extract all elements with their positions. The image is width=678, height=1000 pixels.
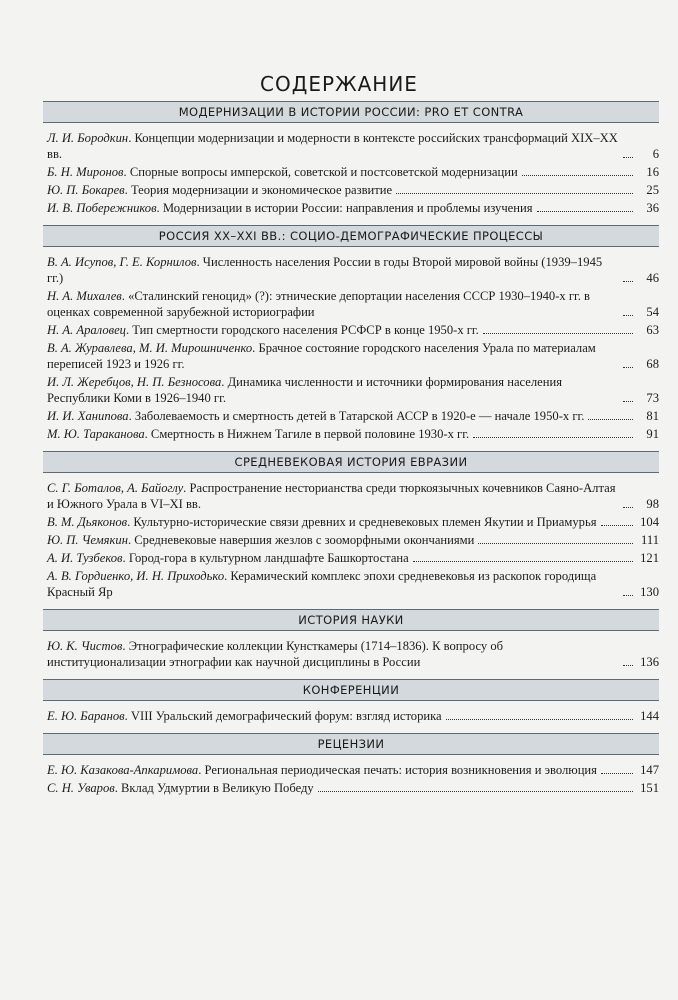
entry-title: . VIII Уральский демографический форум: взгляд историка xyxy=(124,709,442,723)
dot-leader xyxy=(478,543,633,544)
dot-leader xyxy=(623,665,633,666)
toc-entry[interactable] xyxy=(43,130,659,162)
dot-leader xyxy=(601,525,634,526)
entry-author: В. М. Дьяконов xyxy=(47,515,128,529)
entry-title: . Динамика численности и источники формирования населения Республики Коми в 1926–1940 гг. xyxy=(47,375,563,405)
entry-page-number: 54 xyxy=(646,305,659,319)
entry-page-number: 68 xyxy=(646,357,659,371)
entry-page-number: 91 xyxy=(646,427,659,441)
section-header: РОССИЯ XX–XXI ВВ.: СОЦИО-ДЕМОГРАФИЧЕСКИЕ ПРОЦЕССЫ xyxy=(43,225,659,247)
dot-leader xyxy=(623,315,633,316)
entry-author: Е. Ю. Казакова-Апкаримова xyxy=(47,763,199,777)
toc-entry[interactable] xyxy=(43,164,659,180)
dot-leader xyxy=(537,211,633,212)
section-header: РЕЦЕНЗИИ xyxy=(43,733,659,755)
entry-author: И. И. Ханипова xyxy=(47,409,129,423)
entry-title: . Спорные вопросы имперской, советской и постсоветской модернизации xyxy=(123,165,518,179)
dot-leader xyxy=(446,719,633,720)
entry-text xyxy=(47,340,619,372)
entry-page-number: 46 xyxy=(646,271,659,285)
entry-title: . Брачное состояние городского населения Урала по материалам переписей 1923 и 1926 гг. xyxy=(47,341,596,371)
toc-entry[interactable] xyxy=(43,532,659,548)
entry-title: . Культурно-исторические связи древних и средневековых племен Якутии и Приамурья xyxy=(127,515,597,529)
entry-text xyxy=(47,762,597,778)
entry-text xyxy=(47,638,619,670)
entry-text xyxy=(47,426,469,442)
entry-author: Н. А. Михалев xyxy=(47,289,122,303)
entry-page-number: 6 xyxy=(652,147,659,161)
toc-entry[interactable] xyxy=(43,480,659,512)
entry-text xyxy=(47,130,619,162)
entry-text xyxy=(47,322,479,338)
entry-page-number: 73 xyxy=(646,391,659,405)
section-entries xyxy=(43,123,659,225)
toc-entry[interactable] xyxy=(43,568,659,600)
toc-entry[interactable] xyxy=(43,408,659,424)
entry-page-number: 81 xyxy=(646,409,659,423)
entry-page-number: 111 xyxy=(641,533,659,547)
entry-author: Ю. П. Чемякин xyxy=(47,533,128,547)
entry-title: . Концепции модернизации и модерности в контексте российских трансформаций XIX–XX вв. xyxy=(47,131,618,161)
entry-title: . Керамический комплекс эпохи средневековья из раскопок городища Красный Яр xyxy=(47,569,597,599)
entry-text xyxy=(47,374,619,406)
entry-page-number: 63 xyxy=(646,323,659,337)
entry-page-number: 98 xyxy=(646,497,659,511)
entry-text xyxy=(47,550,409,566)
entry-page-number: 36 xyxy=(646,201,659,215)
entry-title: . Вклад Удмуртии в Великую Победу xyxy=(114,781,314,795)
toc-entry[interactable] xyxy=(43,322,659,338)
entry-title: . Региональная периодическая печать: история возникновения и эволюция xyxy=(198,763,597,777)
entry-title: . Модернизации в истории России: направления и проблемы изучения xyxy=(156,201,533,215)
entry-author: В. А. Исупов, Г. Е. Корнилов xyxy=(47,255,197,269)
toc-entry[interactable] xyxy=(43,426,659,442)
entry-text xyxy=(47,780,314,796)
entry-page-number: 144 xyxy=(640,709,659,723)
toc-entry[interactable] xyxy=(43,780,659,796)
entry-text xyxy=(47,200,533,216)
entry-author: М. Ю. Тараканова xyxy=(47,427,145,441)
dot-leader xyxy=(623,507,633,508)
toc-entry[interactable] xyxy=(43,374,659,406)
table-of-contents xyxy=(43,101,659,805)
entry-title: . Тип смертности городского населения РСФСР в конце 1950-х гг. xyxy=(125,323,479,337)
dot-leader xyxy=(522,175,633,176)
toc-entry[interactable] xyxy=(43,762,659,778)
entry-title: . Заболеваемость и смертность детей в Татарской АССР в 1920-е — начале 1950-х гг. xyxy=(128,409,585,423)
section-entries xyxy=(43,755,659,805)
toc-entry[interactable] xyxy=(43,340,659,372)
entry-author: И. В. Побережников xyxy=(47,201,157,215)
entry-page-number: 151 xyxy=(640,781,659,795)
entry-page-number: 136 xyxy=(640,655,659,669)
toc-entry[interactable] xyxy=(43,708,659,724)
entry-text xyxy=(47,532,474,548)
entry-author: С. Н. Уваров xyxy=(47,781,115,795)
toc-entry[interactable] xyxy=(43,514,659,530)
section-entries xyxy=(43,247,659,451)
dot-leader xyxy=(413,561,633,562)
section-header: КОНФЕРЕНЦИИ xyxy=(43,679,659,701)
entry-text xyxy=(47,708,442,724)
entry-text xyxy=(47,164,518,180)
dot-leader xyxy=(396,193,633,194)
entry-author: Б. Н. Миронов xyxy=(47,165,124,179)
dot-leader xyxy=(623,281,633,282)
dot-leader xyxy=(601,773,633,774)
entry-title: . Численность населения России в годы Второй мировой войны (1939–1945 гг.) xyxy=(47,255,603,285)
dot-leader xyxy=(623,157,633,158)
toc-entry[interactable] xyxy=(43,638,659,670)
dot-leader xyxy=(588,419,633,420)
toc-title: СОДЕРЖАНИЕ xyxy=(260,72,418,96)
toc-entry[interactable] xyxy=(43,550,659,566)
entry-author: Ю. К. Чистов xyxy=(47,639,123,653)
section-entries xyxy=(43,701,659,733)
entry-author: Е. Ю. Баранов xyxy=(47,709,125,723)
entry-text xyxy=(47,182,392,198)
toc-entry[interactable] xyxy=(43,182,659,198)
entry-author: А. И. Тузбеков xyxy=(47,551,123,565)
entry-title: . Смертность в Нижнем Тагиле в первой половине 1930-х гг. xyxy=(144,427,470,441)
dot-leader xyxy=(623,595,633,596)
entry-author: С. Г. Боталов, А. Байоглу xyxy=(47,481,184,495)
entry-page-number: 16 xyxy=(646,165,659,179)
section-entries xyxy=(43,631,659,679)
entry-title: . «Сталинский геноцид» (?): этнические депортации населения СССР 1930–1940-х гг. в оценках современной зарубежной историографии xyxy=(47,289,590,319)
entry-author: Ю. П. Бокарев xyxy=(47,183,125,197)
dot-leader xyxy=(473,437,633,438)
entry-author: Н. А. Араловец xyxy=(47,323,126,337)
entry-text xyxy=(47,514,597,530)
entry-text xyxy=(47,568,619,600)
entry-page-number: 25 xyxy=(646,183,659,197)
entry-author: И. Л. Жеребцов, Н. П. Безносова xyxy=(47,375,222,389)
entry-page-number: 130 xyxy=(640,585,659,599)
dot-leader xyxy=(483,333,633,334)
entry-title: . Средневековые навершия жезлов с зооморфными окончаниями xyxy=(127,533,475,547)
entry-title: . Этнографические коллекции Кунсткамеры (1714–1836). К вопросу об институционализации этнографии как научной дисциплины в России xyxy=(47,639,504,669)
entry-text xyxy=(47,254,619,286)
toc-entry[interactable] xyxy=(43,288,659,320)
section-header: МОДЕРНИЗАЦИИ В ИСТОРИИ РОССИИ: PRO ET CONTRA xyxy=(43,101,659,123)
entry-title: . Распространение несторианства среди тюркоязычных кочевников Саяно-Алтая и Южного Урала в VI–XI вв. xyxy=(47,481,616,511)
entry-author: В. А. Журавлева, М. И. Мирошниченко xyxy=(47,341,253,355)
entry-title: . Город-гора в культурном ландшафте Башкортостана xyxy=(122,551,409,565)
toc-entry[interactable] xyxy=(43,254,659,286)
toc-entry[interactable] xyxy=(43,200,659,216)
section-header: СРЕДНЕВЕКОВАЯ ИСТОРИЯ ЕВРАЗИИ xyxy=(43,451,659,473)
entry-page-number: 121 xyxy=(640,551,659,565)
dot-leader xyxy=(623,367,633,368)
section-header: ИСТОРИЯ НАУКИ xyxy=(43,609,659,631)
dot-leader xyxy=(318,791,633,792)
entry-page-number: 104 xyxy=(640,515,659,529)
section-entries xyxy=(43,473,659,609)
entry-text xyxy=(47,480,619,512)
entry-text xyxy=(47,408,584,424)
dot-leader xyxy=(623,401,633,402)
entry-text xyxy=(47,288,619,320)
entry-author: А. В. Гордиенко, И. Н. Приходько xyxy=(47,569,225,583)
entry-title: . Теория модернизации и экономическое развитие xyxy=(124,183,393,197)
entry-author: Л. И. Бородкин xyxy=(47,131,129,145)
entry-page-number: 147 xyxy=(640,763,659,777)
